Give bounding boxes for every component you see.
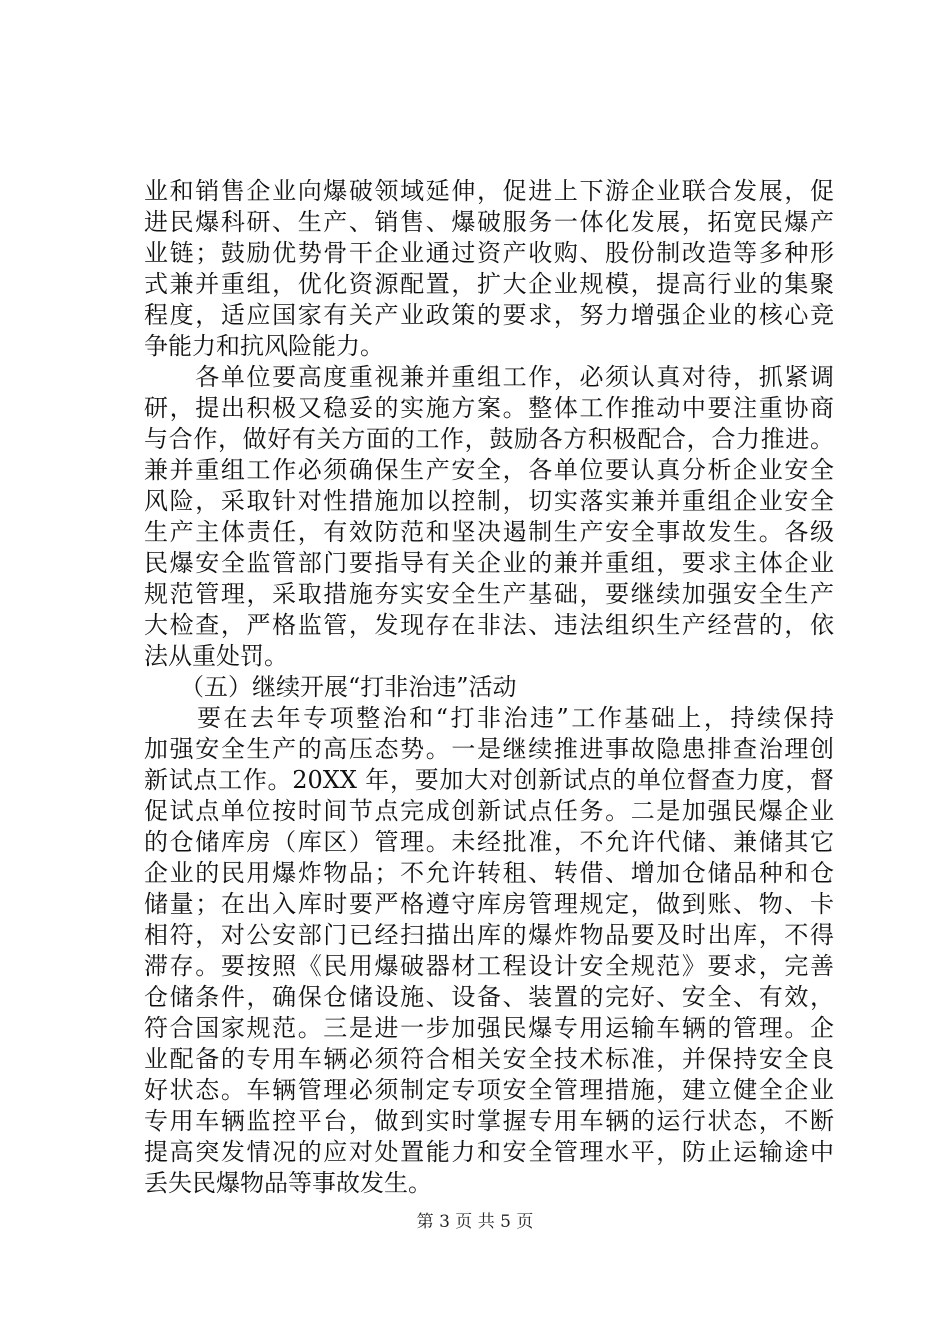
text-line: 符合国家规范。三是进一步加强民爆专用运输车辆的管理。企 [144,1014,834,1042]
text-line: 好状态。车辆管理必须制定专项安全管理措施，建立健全企业 [144,1076,834,1104]
text-line: 规范管理，采取措施夯实安全生产基础，要继续加强安全生产 [144,580,834,608]
text-line: 式兼并重组，优化资源配置，扩大企业规模，提高行业的集聚 [144,270,834,298]
paragraph [144,362,834,672]
text-line: 生产主体责任，有效防范和坚决遏制生产安全事故发生。各级 [144,518,834,546]
text-line: 专用车辆监控平台，做到实时掌握专用车辆的运行状态，不断 [144,1107,834,1135]
text-line: 法从重处罚。 [144,642,288,670]
text-line: 各单位要高度重视兼并重组工作，必须认真对待，抓紧调 [144,363,834,391]
text-line: 相符，对公安部门已经扫描出库的爆炸物品要及时出库，不得 [144,921,834,949]
text-line: 业和销售企业向爆破领域延伸，促进上下游企业联合发展，促 [144,177,834,205]
section-heading-text: （五）继续开展“打非治违”活动 [144,673,517,701]
text-line: 与合作，做好有关方面的工作，鼓励各方积极配合，合力推进。 [144,425,834,453]
text-line: 风险，采取针对性措施加以控制，切实落实兼并重组企业安全 [144,487,834,515]
page-footer [0,1211,950,1233]
text-line: 要在去年专项整治和“打非治违”工作基础上，持续保持 [144,704,834,732]
text-line: 储量；在出入库时要严格遵守库房管理规定，做到账、物、卡 [144,890,834,918]
section-heading [144,672,834,703]
paragraph [144,703,834,1199]
text-line: 新试点工作。20XX 年，要加大对创新试点的单位督查力度，督 [144,766,834,794]
text-line: 加强安全生产的高压态势。一是继续推进事故隐患排查治理创 [144,735,834,763]
text-line: 进民爆科研、生产、销售、爆破服务一体化发展，拓宽民爆产 [144,208,834,236]
text-line: 研，提出积极又稳妥的实施方案。整体工作推动中要注重协商 [144,394,834,422]
text-line: 大检查，严格监管，发现存在非法、违法组织生产经营的，依 [144,611,834,639]
text-line: 提高突发情况的应对处置能力和安全管理水平，防止运输途中 [144,1138,834,1166]
page-number: 第 3 页 共 5 页 [416,1212,534,1232]
text-line: 程度，适应国家有关产业政策的要求，努力增强企业的核心竞 [144,301,834,329]
text-line: 民爆安全监管部门要指导有关企业的兼并重组，要求主体企业 [144,549,834,577]
text-line: 兼并重组工作必须确保生产安全，各单位要认真分析企业安全 [144,456,834,484]
document-body [144,176,834,1199]
paragraph [144,176,834,362]
text-line: 丢失民爆物品等事故发生。 [144,1169,432,1197]
text-line: 企业的民用爆炸物品；不允许转租、转借、增加仓储品种和仓 [144,859,834,887]
text-line: 仓储条件，确保仓储设施、设备、装置的完好、安全、有效， [144,983,834,1011]
text-line: 争能力和抗风险能力。 [144,332,384,360]
text-line: 业配备的专用车辆必须符合相关安全技术标准，并保持安全良 [144,1045,834,1073]
text-line: 促试点单位按时间节点完成创新试点任务。二是加强民爆企业 [144,797,834,825]
text-line: 业链；鼓励优势骨干企业通过资产收购、股份制改造等多种形 [144,239,834,267]
text-line: 的仓储库房（库区）管理。未经批准，不允许代储、兼储其它 [144,828,834,856]
text-line: 滞存。要按照《民用爆破器材工程设计安全规范》要求，完善 [144,952,834,980]
